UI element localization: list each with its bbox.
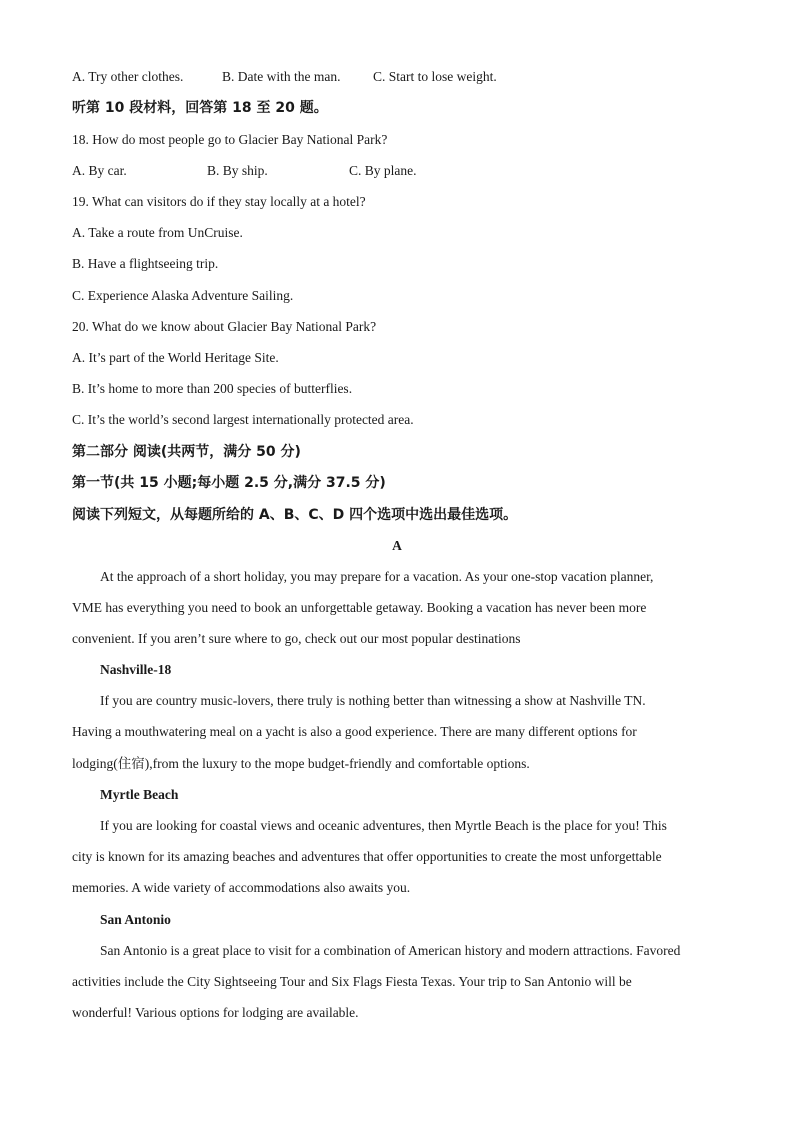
intro-line-2: VME has everything you need to book an unforgettable getaway. Booking a vacation has never been more xyxy=(72,600,647,615)
q19-question: 19. What can visitors do if they stay locally at a hotel? xyxy=(72,194,366,209)
q19-option-c: C. Experience Alaska Adventure Sailing. xyxy=(72,288,294,303)
intro-line-1: At the approach of a short holiday, you may prepare for a vacation. As your one-stop vacation planner, xyxy=(100,569,654,584)
myrtle-title: Myrtle Beach xyxy=(100,787,179,802)
san-antonio-line-1: San Antonio is a great place to visit for a combination of American history and modern attractions. Favored xyxy=(100,943,681,958)
san-antonio-title: San Antonio xyxy=(100,912,171,927)
nashville-line-2: Having a mouthwatering meal on a yacht is also a good experience. There are many different options for xyxy=(72,724,637,739)
q18-option-a: A. By car. xyxy=(72,163,127,178)
q18-option-b: B. By ship. xyxy=(207,163,268,178)
q20-question: 20. What do we know about Glacier Bay National Park? xyxy=(72,319,377,334)
q17-option-a: A. Try other clothes. xyxy=(72,69,184,84)
q20-option-c: C. It’s the world’s second largest internationally protected area. xyxy=(72,412,414,427)
nashville-title: Nashville-18 xyxy=(100,662,172,677)
q18-option-c: C. By plane. xyxy=(349,163,417,178)
reading-instruction: 阅读下列短文，从每题所给的 A、B、C、D 四个选项中选出最佳选项。 xyxy=(72,507,518,523)
q20-option-a: A. It’s part of the World Heritage Site. xyxy=(72,350,279,365)
section1-title: 第一节(共 15 小题;每小题 2.5 分,满分 37.5 分) xyxy=(72,475,386,491)
q17-option-c: C. Start to lose weight. xyxy=(373,69,497,84)
q20-option-b: B. It’s home to more than 200 species of butterflies. xyxy=(72,381,353,396)
q19-option-b: B. Have a flightseeing trip. xyxy=(72,256,219,271)
section10-instruction: 听第 10 段材料，回答第 18 至 20 题。 xyxy=(72,100,328,116)
passage-label: A xyxy=(392,538,402,553)
q18-question: 18. How do most people go to Glacier Bay National Park? xyxy=(72,132,388,147)
san-antonio-line-3: wonderful! Various options for lodging are available. xyxy=(72,1005,359,1020)
san-antonio-line-2: activities include the City Sightseeing Tour and Six Flags Fiesta Texas. Your trip to San Antonio will be xyxy=(72,974,632,989)
myrtle-line-3: memories. A wide variety of accommodations also awaits you. xyxy=(72,880,411,895)
nashville-line-1: If you are country music-lovers, there truly is nothing better than witnessing a show at Nashville TN. xyxy=(100,693,646,708)
myrtle-line-1: If you are looking for coastal views and oceanic adventures, then Myrtle Beach is the place for you! This xyxy=(100,818,667,833)
nashville-line-3: lodging(住宿),from the luxury to the mope budget-friendly and comfortable options. xyxy=(72,756,530,771)
part2-title: 第二部分 阅读(共两节，满分 50 分) xyxy=(72,444,301,460)
q19-option-a: A. Take a route from UnCruise. xyxy=(72,225,243,240)
myrtle-line-2: city is known for its amazing beaches and adventures that offer opportunities to create the most unforgettable xyxy=(72,849,662,864)
intro-line-3: convenient. If you aren’t sure where to go, check out our most popular destinations xyxy=(72,631,521,646)
q17-option-b: B. Date with the man. xyxy=(222,69,341,84)
